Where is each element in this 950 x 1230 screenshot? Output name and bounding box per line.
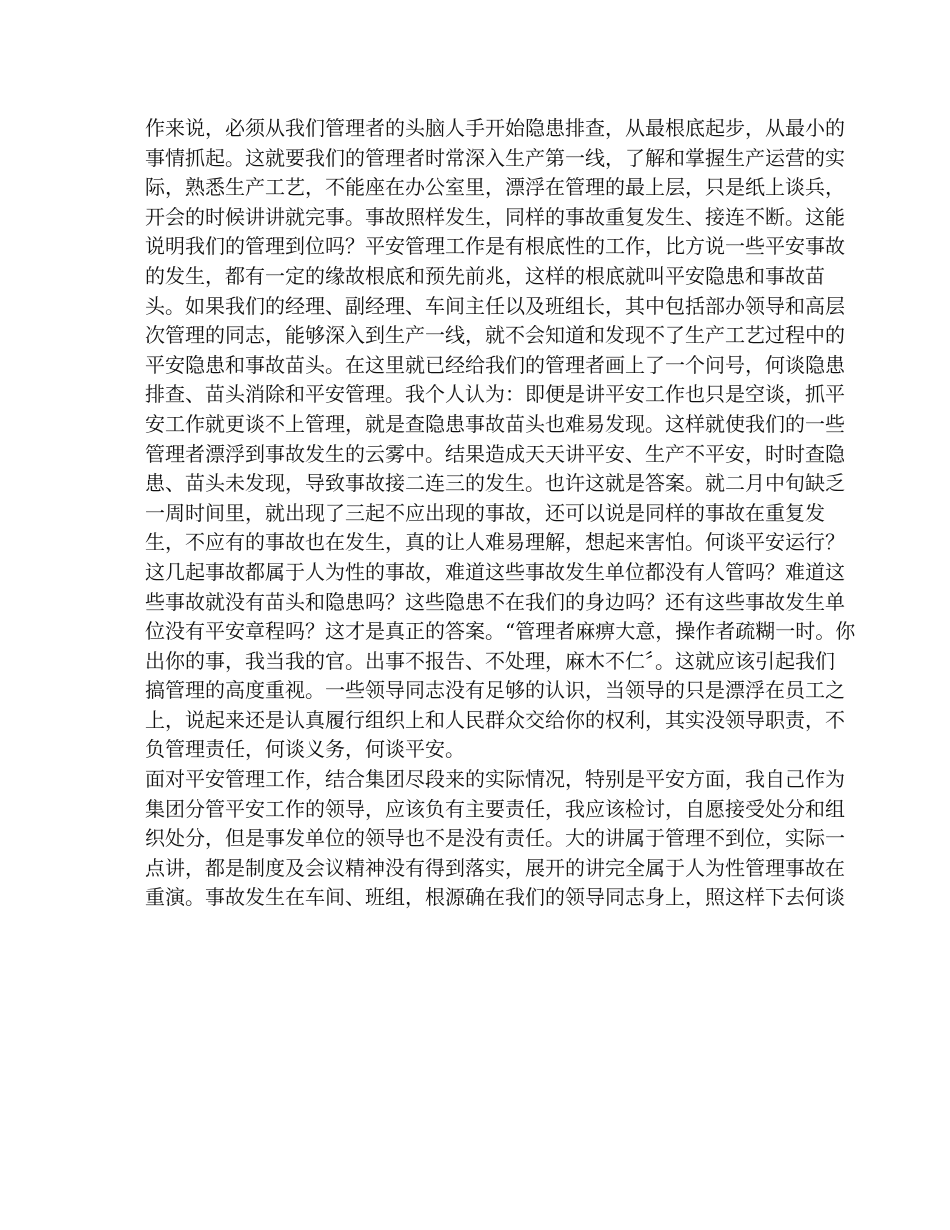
text-line: 平安隐患和事故苗头。在这里就已经给我们的管理者画上了一个问号，何谈隐患: [145, 352, 845, 377]
text-line: 重演。事故发生在车间、班组，根源确在我们的领导同志身上，照这样下去何谈: [145, 885, 845, 910]
text-line: 面对平安管理工作，结合集团尽段来的实际情况，特别是平安方面，我自己作为: [145, 767, 845, 792]
text-line: 点讲，都是制度及会议精神没有得到落实，展开的讲完全属于人为性管理事故在: [145, 855, 845, 880]
text-line: 安工作就更谈不上管理，就是查隐患事故苗头也难易发现。这样就使我们的一些: [145, 411, 845, 436]
text-line: 际，熟悉生产工艺，不能座在办公室里，漂浮在管理的最上层，只是纸上谈兵，: [145, 175, 845, 200]
text-line: 事情抓起。这就要我们的管理者时常深入生产第一线，了解和掌握生产运营的实: [145, 145, 845, 170]
text-line: 次管理的同志，能够深入到生产一线，就不会知道和发现不了生产工艺过程中的: [145, 323, 845, 348]
text-line: 患、苗头未发现，导致事故接二连三的发生。也许这就是答案。就二月中旬缺乏: [145, 471, 845, 496]
text-line: 作来说，必须从我们管理者的头脑人手开始隐患排查，从最根底起步，从最小的: [145, 116, 845, 140]
text-line: 一周时间里，就出现了三起不应出现的事故，还可以说是同样的事故在重复发: [145, 500, 825, 525]
text-line: 位没有平安章程吗？这才是真正的答案。“管理者麻痹大意，操作者疏糊一时。你: [145, 619, 856, 644]
document-body: [145, 114, 856, 913]
text-line: 的发生，都有一定的缘故根底和预先前兆，这样的根底就叫平安隐患和事故苗: [145, 263, 825, 288]
text-line: 说明我们的管理到位吗？平安管理工作是有根底性的工作，比方说一些平安事故: [145, 234, 845, 259]
text-line: 些事故就没有苗头和隐患吗？这些隐患不在我们的身边吗？还有这些事故发生单: [145, 589, 845, 614]
text-line: 管理者漂浮到事故发生的云雾中。结果造成天天讲平安、生产不平安，时时查隐: [145, 441, 845, 466]
text-line: 排查、苗头消除和平安管理。我个人认为：即便是讲平安工作也只是空谈，抓平: [145, 382, 845, 407]
text-line: 织处分，但是事发单位的领导也不是没有责任。大的讲属于管理不到位，实际一: [145, 826, 845, 851]
text-line: 开会的时候讲讲就完事。事故照样发生，同样的事故重复发生、接连不断。这能: [145, 204, 845, 229]
text-line: 出你的事，我当我的官。出事不报告、不处理，麻木不仁〞。这就应该引起我们: [145, 648, 835, 673]
text-line: 负管理责任，何谈义务，何谈平安。: [145, 737, 465, 762]
text-line: 这几起事故都属于人为性的事故，难道这些事故发生单位都没有人管吗？难道这: [145, 559, 845, 584]
text-line: 集团分管平安工作的领导，应该负有主要责任，我应该检讨，自愿接受处分和组: [145, 796, 845, 821]
text-line: 上，说起来还是认真履行组织上和人民群众交给你的权利，其实没领导职责，不: [145, 707, 845, 732]
text-line: 搞管理的高度重视。一些领导同志没有足够的认识，当领导的只是漂浮在员工之: [145, 678, 845, 703]
text-line: 头。如果我们的经理、副经理、车间主任以及班组长，其中包括部办领导和高层: [145, 293, 845, 318]
text-line: 生，不应有的事故也在发生，真的让人难易理解，想起来害怕。何谈平安运行？: [145, 530, 845, 555]
